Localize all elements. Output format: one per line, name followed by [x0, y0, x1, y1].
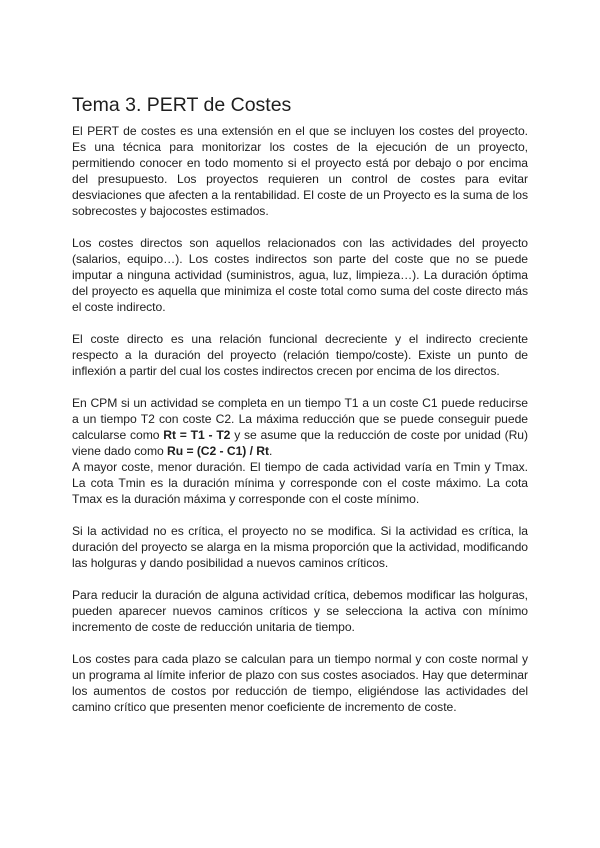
cpm-text-3: .: [268, 444, 273, 458]
paragraph-gap: [72, 571, 528, 587]
paragraph-tmin-tmax: A mayor coste, menor duración. El tiempo de cada actividad varía en Tmin y Tmax. La cota Tmin es la duración mínima y corresponde con el coste máximo. La cota Tmax es la duración máxima y corresponde con el coste mínimo.: [72, 460, 528, 506]
paragraph-gap: [72, 635, 528, 651]
paragraph-gap: [72, 379, 528, 395]
paragraph-cost-relation: El coste directo es una relación funcional decreciente y el indirecto creciente respecto a la duración del proyecto (relación tiempo/coste). Existe un punto de inflexión a partir del cual los costes indirectos crecen por encima de los directos.: [72, 332, 528, 378]
document-title: Tema 3. PERT de Costes: [72, 94, 292, 116]
document-page: [72, 0, 528, 715]
paragraph-cpm-reduction: [72, 395, 528, 459]
paragraph-cost-per-term: Los costes para cada plazo se calculan para un tiempo normal y con coste normal y un programa al límite inferior de plazo con sus costes asociados. Hay que determinar los aumentos de costos por reducción de tiempo, eligiéndose las actividades del camino crítico que presenten menor coeficiente de incremento de coste.: [72, 652, 528, 714]
paragraph-direct-indirect-costs: Los costes directos son aquellos relacionados con las actividades del proyecto (salarios, equipo…). Los costes indirectos son parte del coste que no se puede imputar a ninguna actividad (suministros, agua, luz, limpieza…). La duración óptima del proyecto es aquella que minimiza el coste total como suma del coste directo más el coste indirecto.: [72, 236, 528, 314]
paragraph-gap: [72, 507, 528, 523]
paragraph-reduce-duration: Para reducir la duración de alguna actividad crítica, debemos modificar las holguras, pueden aparecer nuevos caminos críticos y se selecciona la activa con mínimo incremento de coste de reducción unitaria de tiempo.: [72, 588, 528, 634]
formula-ru: Ru = (C2 - C1) / Rt: [167, 444, 269, 458]
paragraph-gap: [72, 315, 528, 331]
paragraph-critical-activity: Si la actividad no es crítica, el proyecto no se modifica. Si la actividad es crítica, la duración del proyecto se alarga en la misma proporción que la actividad, modificando las holguras y dando posibilidad a nuevos caminos críticos.: [72, 524, 528, 570]
paragraph-intro: El PERT de costes es una extensión en el que se incluyen los costes del proyecto. Es una técnica para monitorizar los costes de la ejecución de un proyecto, permitiendo conocer en todo momento si el proyecto está por debajo o por encima del presupuesto. Los proyectos requieren un control de costes para evitar desviaciones que afecten a la rentabilidad. El coste de un Proyecto es la suma de los sobrecostes y bajocostes estimados.: [72, 124, 528, 218]
paragraph-gap: [72, 219, 528, 235]
formula-rt: Rt = T1 - T2: [163, 428, 231, 442]
cpm-text-2: y se asume que la reducción de coste por unidad (Ru) viene dado como: [72, 428, 529, 458]
cpm-text-1: En CPM si un actividad se completa en un tiempo T1 a un coste C1 puede reducirse a un tiempo T2 con coste C2. La máxima reducción que se puede conseguir puede calcularse como: [72, 396, 528, 442]
